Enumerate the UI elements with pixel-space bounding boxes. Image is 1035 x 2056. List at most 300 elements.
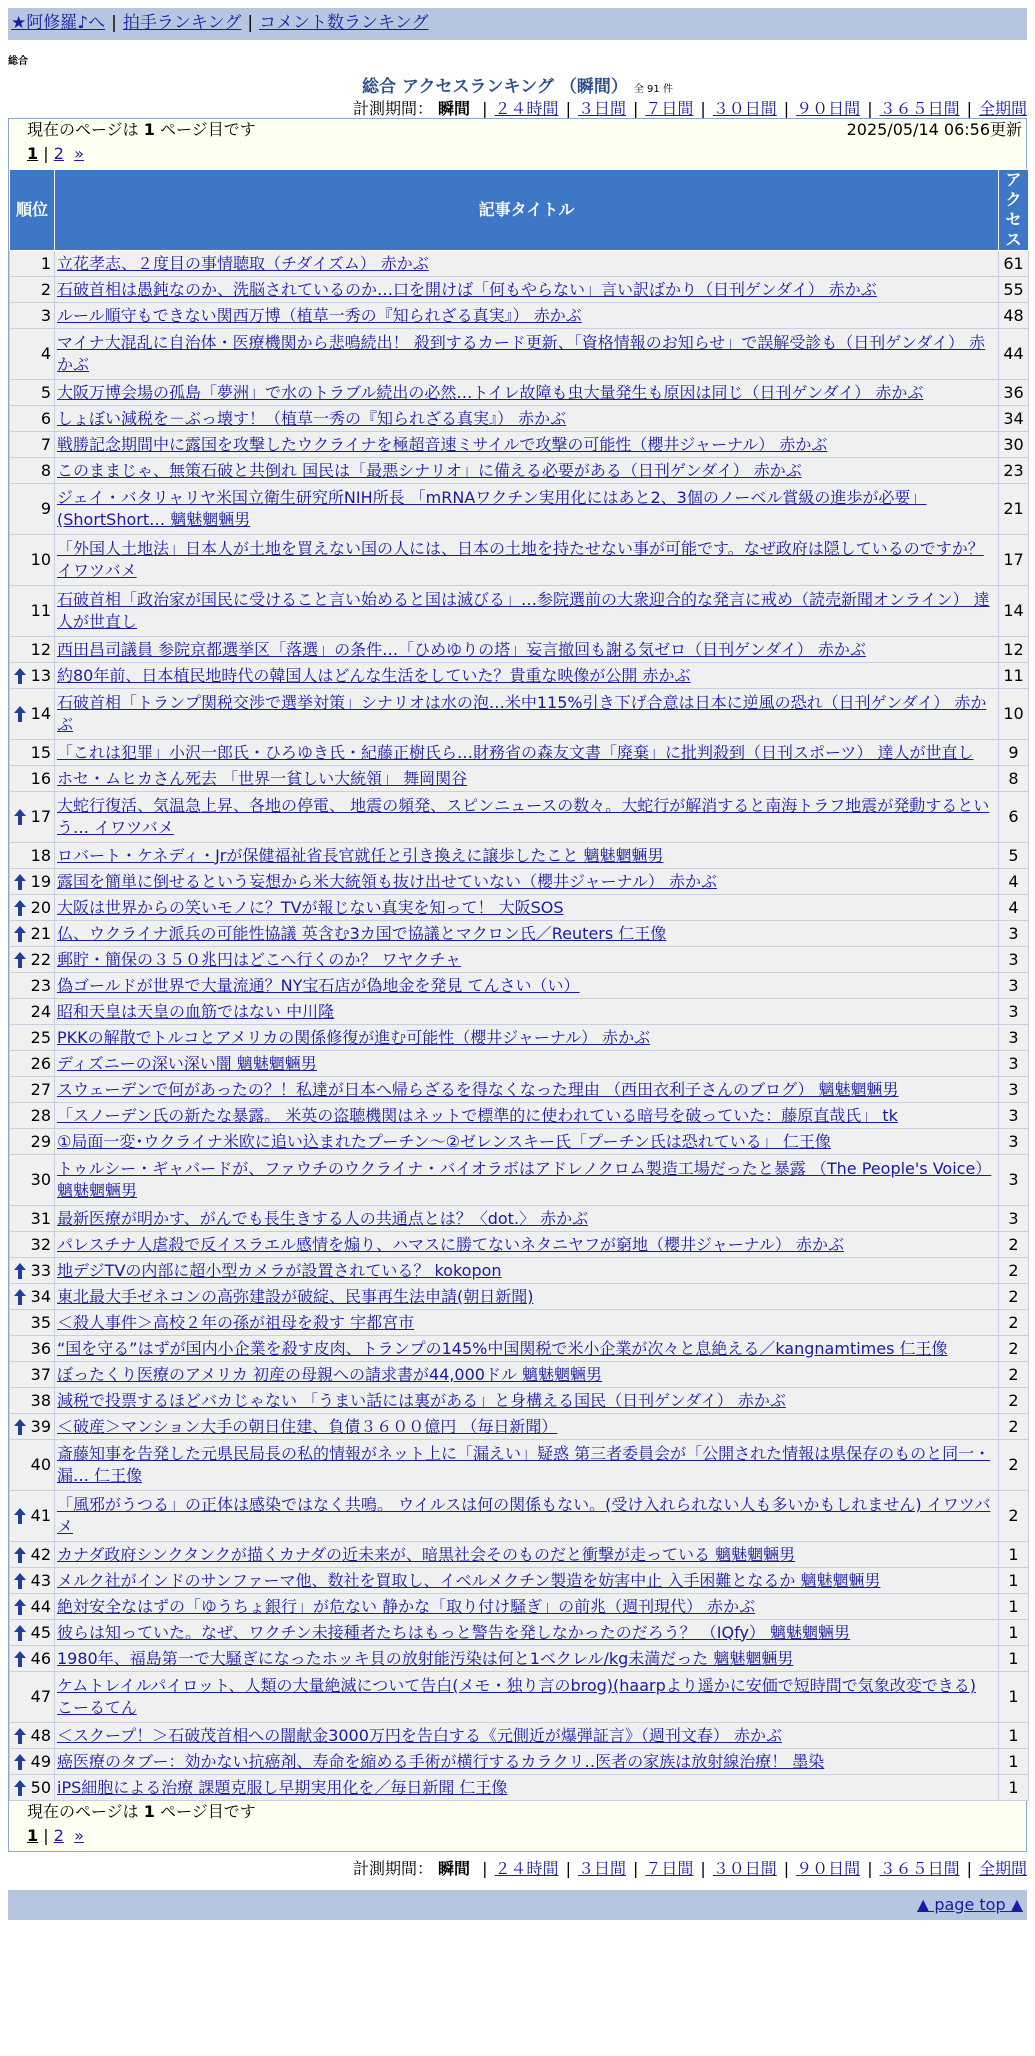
access-count: 5 [999, 843, 1029, 869]
access-count: 4 [999, 895, 1029, 921]
access-count: 21 [999, 484, 1029, 535]
rank-cell [10, 1775, 55, 1801]
rank-cell [10, 1672, 55, 1723]
article-link[interactable]: 偽ゴールドが世界で大量流通？NY宝石店が偽地金を発見 てんさい（い） [57, 975, 580, 995]
page-info-bar-bottom [9, 1801, 1026, 1823]
page-info-pre: 現在のページは [27, 120, 144, 139]
title-cell [55, 1103, 999, 1129]
period-separator: | [700, 1859, 706, 1878]
article-link[interactable]: 石破首相は愚鈍なのか、洗脳されているのか…口を開けば「何もやらない」言い訳ばかり（日刊ゲンダイ） 赤かぶ [57, 279, 877, 299]
total-count: 全 91 件 [633, 84, 673, 95]
rank-number: 28 [30, 1105, 51, 1125]
rank-cell [10, 1646, 55, 1672]
rank-cell [10, 1620, 55, 1646]
rank-cell [10, 1129, 55, 1155]
article-link[interactable]: スウェーデンで何があったの？！私達が日本へ帰らざるを得なくなった理由 （西田衣利子さんのブログ） 魑魅魍魎男 [57, 1079, 899, 1099]
article-link[interactable]: 「これは犯罪」小沢一郎氏・ひろゆき氏・紀藤正樹氏ら…財務省の森友文書「廃棄」に批判殺到（日刊スポーツ） 達人が世直し [57, 742, 974, 762]
access-count: 3 [999, 1206, 1029, 1232]
pager-page-2[interactable]: 2 [53, 1826, 64, 1845]
rank-cell [10, 1723, 55, 1749]
top-nav-bar [8, 8, 1027, 40]
title-cell [55, 1077, 999, 1103]
home-link[interactable]: ★阿修羅♪へ [11, 13, 106, 33]
table-row [10, 999, 1029, 1025]
title-cell [55, 329, 999, 380]
article-link[interactable]: メルク社がインドのサンファーマ他、数社を買取し、イベルメクチン製造を妨害中止 入手困難となるか 魑魅魍魎男 [57, 1570, 881, 1590]
period-link-0[interactable]: ２４時間 [494, 99, 559, 118]
article-link[interactable]: 減税で投票するほどバカじゃない 「うまい話には裏がある」と身構える国民（日刊ゲンダイ） 赤かぶ [57, 1390, 786, 1410]
title-cell [55, 1129, 999, 1155]
access-count: 36 [999, 380, 1029, 406]
article-link[interactable]: 立花孝志、２度目の事情聴取（チダイズム） 赤かぶ [57, 253, 429, 273]
rank-up-arrow-icon [13, 1753, 27, 1771]
title-cell [55, 1310, 999, 1336]
pager-top [9, 141, 1026, 169]
access-count: 12 [999, 637, 1029, 663]
article-link[interactable]: ディズニーの深い深い闇 魑魅魍魎男 [57, 1053, 317, 1073]
table-row [10, 1672, 1029, 1723]
rank-up-arrow-icon [13, 1262, 27, 1280]
rank-number: 43 [30, 1570, 51, 1590]
article-link[interactable]: 露国を簡単に倒せるという妄想から米大統領も抜け出せていない（櫻井ジャーナル） 赤かぶ [57, 871, 717, 891]
rank-cell [10, 1155, 55, 1206]
pager-current: 1 [27, 1826, 39, 1845]
ranking-title: 総合 アクセスランキング （瞬間） [362, 77, 628, 97]
period-separator: | [700, 99, 706, 118]
title-cell [55, 1568, 999, 1594]
clap-ranking-link[interactable]: 拍手ランキング [122, 13, 242, 33]
period-link-6[interactable]: 全期間 [978, 99, 1027, 118]
rank-number: 22 [30, 949, 51, 969]
rank-up-arrow-icon [13, 667, 27, 685]
title-cell [55, 1672, 999, 1723]
period-selector-top [8, 96, 1027, 118]
article-link[interactable]: ケムトレイルパイロット、人類の大量絶滅について告白(メモ・独り言のbrog)(haarpより遥かに安価で短時間で気象改変できる) こーるてん [57, 1676, 976, 1717]
article-link[interactable]: 石破首相「トランプ関税交渉で選挙対策」シナリオは水の泡…米中115%引き下げ合意は日本に逆風の恐れ（日刊ゲンダイ） 赤かぶ [57, 693, 987, 734]
rank-cell [10, 1749, 55, 1775]
table-row [10, 895, 1029, 921]
rank-number: 44 [30, 1596, 51, 1616]
access-count: 2 [999, 1388, 1029, 1414]
access-count: 3 [999, 973, 1029, 999]
period-link-2[interactable]: ７日間 [645, 1859, 694, 1878]
pager-bottom [9, 1823, 1026, 1851]
table-row [10, 1594, 1029, 1620]
rank-cell [10, 1206, 55, 1232]
page-info-post: ページ目です [154, 120, 256, 139]
table-row [10, 303, 1029, 329]
article-link[interactable]: ①局面一変･ウクライナ米欧に追い込まれたプーチン～②ゼレンスキー氏「プーチン氏は恐れている」 仁王像 [57, 1131, 831, 1151]
col-rank-header: 順位 [10, 170, 55, 251]
article-link[interactable]: 「風邪がうつる」の正体は感染ではなく共鳴。 ウイルスは何の関係もない。(受け入れられない人も多いかもしれません) イワツバメ [57, 1495, 991, 1536]
page-info-post: ページ目です [154, 1802, 256, 1821]
rank-number: 46 [30, 1648, 51, 1668]
article-link[interactable]: 約80年前、日本植民地時代の韓国人はどんな生活をしていた？貴重な映像が公開 赤かぶ [57, 665, 691, 685]
table-row [10, 663, 1029, 689]
table-row [10, 1491, 1029, 1542]
rank-number: 36 [30, 1338, 51, 1358]
title-cell [55, 1542, 999, 1568]
article-link[interactable]: 西田昌司議員 参院京都選挙区「落選」の条件…「ひめゆりの塔」妄言撤回も謝る気ゼロ（日刊ゲンダイ） 赤かぶ [57, 639, 866, 659]
period-separator: | [482, 99, 488, 118]
table-row [10, 1568, 1029, 1594]
rank-cell [10, 1491, 55, 1542]
access-count: 23 [999, 458, 1029, 484]
title-cell [55, 1025, 999, 1051]
col-title-header: 記事タイトル [55, 170, 999, 251]
period-link-1[interactable]: ３日間 [577, 99, 626, 118]
article-link[interactable]: 地デジTVの内部に超小型カメラが設置されている？ kokopon [57, 1260, 502, 1280]
pager-next[interactable]: » [74, 144, 84, 163]
article-link[interactable]: ルール順守もできない関西万博（植草一秀の『知られざる真実』） 赤かぶ [57, 305, 582, 325]
access-count: 30 [999, 432, 1029, 458]
rank-number: 30 [30, 1170, 51, 1189]
access-count: 17 [999, 535, 1029, 586]
page-info-num: 1 [143, 120, 155, 139]
rank-cell [10, 1388, 55, 1414]
access-count: 2 [999, 1258, 1029, 1284]
table-row [10, 1388, 1029, 1414]
rank-up-arrow-icon [13, 899, 27, 917]
article-link[interactable]: 絶対安全なはずの「ゆうちょ銀行」が危ない 静かな「取り付け騒ぎ」の前兆（週刊現代） 赤かぶ [57, 1596, 756, 1616]
title-cell [55, 586, 999, 637]
rank-number: 13 [30, 665, 51, 685]
table-row [10, 1232, 1029, 1258]
period-link-5[interactable]: ３６５日間 [879, 1859, 960, 1878]
rank-up-arrow-icon [13, 1546, 27, 1564]
article-link[interactable]: トゥルシー・ギャバードが、ファウチのウクライナ・バイオラボはアドレノクロム製造工場だったと暴露 （The People's Voice） 魑魅魍魎男 [57, 1159, 992, 1200]
period-label: 計測期間： [352, 99, 433, 118]
table-row [10, 1077, 1029, 1103]
rank-up-arrow-icon [13, 1288, 27, 1306]
rank-number: 18 [30, 845, 51, 865]
period-links [475, 99, 1027, 118]
table-row [10, 1440, 1029, 1491]
article-link[interactable]: 東北最大手ゼネコンの高弥建設が破綻、民事再生法申請(朝日新聞) [57, 1286, 534, 1306]
access-count: 1 [999, 1723, 1029, 1749]
rank-cell [10, 329, 55, 380]
access-count: 3 [999, 1155, 1029, 1206]
table-row [10, 1155, 1029, 1206]
access-count: 2 [999, 1232, 1029, 1258]
pager-page-2[interactable]: 2 [53, 144, 64, 163]
access-count: 10 [999, 689, 1029, 740]
title-cell [55, 1284, 999, 1310]
access-count: 3 [999, 999, 1029, 1025]
table-row [10, 637, 1029, 663]
table-row [10, 1051, 1029, 1077]
rank-number: 29 [30, 1131, 51, 1151]
access-count: 61 [999, 251, 1029, 277]
access-count: 1 [999, 1568, 1029, 1594]
access-count: 34 [999, 406, 1029, 432]
rank-cell [10, 663, 55, 689]
rank-number: 9 [40, 499, 51, 518]
access-count: 11 [999, 663, 1029, 689]
access-count: 1 [999, 1646, 1029, 1672]
table-row [10, 766, 1029, 792]
article-link[interactable]: 癌医療のタブー：効かない抗癌剤、寿命を縮める手術が横行するカラクリ‥医者の家族は放射線治療！ 墨染 [57, 1751, 825, 1771]
rank-number: 4 [40, 344, 51, 363]
access-count: 3 [999, 1025, 1029, 1051]
title-cell [55, 1414, 999, 1440]
title-cell [55, 766, 999, 792]
period-link-4[interactable]: ９０日間 [796, 1859, 861, 1878]
title-cell [55, 303, 999, 329]
rank-cell [10, 1568, 55, 1594]
period-selector-bottom [8, 1856, 1027, 1878]
ranking-box [8, 118, 1027, 1852]
pager-next[interactable]: » [74, 1826, 84, 1845]
rank-up-arrow-icon [13, 1572, 27, 1590]
period-separator: | [632, 1859, 639, 1878]
period-link-0[interactable]: ２４時間 [494, 1859, 559, 1878]
rank-cell [10, 1258, 55, 1284]
rank-cell [10, 792, 55, 843]
rank-cell [10, 947, 55, 973]
title-cell [55, 1388, 999, 1414]
access-count: 44 [999, 329, 1029, 380]
table-row [10, 458, 1029, 484]
article-link[interactable]: 最新医療が明かす、がんでも長生きする人の共通点とは？〈dot.〉 赤かぶ [57, 1208, 589, 1228]
rank-cell [10, 921, 55, 947]
rank-number: 21 [30, 923, 51, 943]
article-link[interactable]: 1980年、福島第一で大騒ぎになったホッキ貝の放射能汚染は何と1ベクレル/kg未満だった 魑魅魍魎男 [57, 1648, 794, 1668]
period-link-6[interactable]: 全期間 [978, 1859, 1027, 1878]
rank-up-arrow-icon [13, 808, 27, 826]
rank-number: 2 [40, 279, 51, 299]
rank-number: 42 [30, 1544, 51, 1564]
rank-number: 17 [30, 807, 51, 826]
table-row [10, 973, 1029, 999]
period-separator: | [783, 99, 790, 118]
rank-cell [10, 689, 55, 740]
rank-number: 14 [30, 704, 51, 723]
access-count: 1 [999, 1620, 1029, 1646]
rank-number: 3 [40, 305, 51, 325]
rank-cell [10, 973, 55, 999]
period-separator: | [565, 99, 571, 118]
article-link[interactable]: ぼったくり医療のアメリカ 初産の母親への請求書が44,000ドル 魑魅魍魎男 [57, 1364, 603, 1384]
access-count: 3 [999, 1077, 1029, 1103]
pager-current: 1 [27, 144, 39, 163]
title-cell [55, 1362, 999, 1388]
period-link-4[interactable]: ９０日間 [796, 99, 861, 118]
period-separator: | [783, 1859, 790, 1878]
article-link[interactable]: マイナ大混乱に自治体・医療機関から悲鳴続出！ 殺到するカード更新、「資格情報のお知らせ」で誤解受診も（日刊ゲンダイ） 赤かぶ [57, 333, 986, 374]
article-link[interactable]: PKKの解散でトルコとアメリカの関係修復が進む可能性（櫻井ジャーナル） 赤かぶ [57, 1027, 651, 1047]
period-separator: | [867, 99, 873, 118]
table-row [10, 1414, 1029, 1440]
period-current: 瞬間 [438, 1859, 471, 1878]
table-row [10, 535, 1029, 586]
rank-cell [10, 1594, 55, 1620]
rank-number: 20 [30, 897, 51, 917]
period-link-3[interactable]: ３０日間 [712, 99, 777, 118]
title-cell [55, 484, 999, 535]
title-cell [55, 1749, 999, 1775]
title-cell [55, 895, 999, 921]
title-cell [55, 1051, 999, 1077]
rank-cell [10, 251, 55, 277]
title-cell [55, 380, 999, 406]
rank-cell [10, 1440, 55, 1491]
rank-number: 47 [30, 1687, 51, 1706]
title-cell [55, 406, 999, 432]
rank-cell [10, 535, 55, 586]
rank-cell [10, 1284, 55, 1310]
title-cell [55, 251, 999, 277]
col-access-header: アクセス [999, 170, 1029, 251]
title-cell [55, 1258, 999, 1284]
article-link[interactable]: 大阪は世界からの笑いモノに？TVが報じない真実を知って！ 大阪SOS [57, 897, 564, 917]
article-link[interactable]: ジェイ・バタリャリヤ米国立衛生研究所NIH所長 「mRNAワクチン実用化にはあと2、3個のノーベル賞級の進歩が必要」(ShortShort… 魑魅魍魎男 [57, 488, 927, 529]
rank-cell [10, 1310, 55, 1336]
rank-up-arrow-icon [13, 873, 27, 891]
article-link[interactable]: ロバート・ケネディ・Jrが保健福祉省長官就任と引き換えに譲歩したこと 魑魅魍魎男 [57, 845, 664, 865]
article-link[interactable]: 大蛇行復活、気温急上昇、各地の停電、 地震の頻発、スピンニュースの数々。大蛇行が解消すると南海トラフ地震が発動するという… イワツバメ [57, 796, 990, 837]
title-cell [55, 973, 999, 999]
title-cell [55, 637, 999, 663]
period-link-5[interactable]: ３６５日間 [879, 99, 960, 118]
title-cell [55, 1440, 999, 1491]
table-row [10, 1284, 1029, 1310]
article-link[interactable]: “国を守る”はずが国内小企業を殺す皮肉、トランプの145%中国関税で米小企業が次々と息絶える／kangnamtimes 仁王像 [57, 1338, 948, 1358]
rank-number: 33 [30, 1260, 51, 1280]
article-link[interactable]: このままじゃ、無策石破と共倒れ 国民は「最悪シナリオ」に備える必要がある（日刊ゲンダイ） 赤かぶ [57, 460, 802, 480]
access-count: 1 [999, 1775, 1029, 1801]
article-link[interactable]: 昭和天皇は天皇の血筋ではない 中川隆 [57, 1001, 335, 1021]
article-link[interactable]: ホセ・ムヒカさん死去 「世界一貧しい大統領」 舞岡関谷 [57, 768, 468, 788]
rank-number: 25 [30, 1027, 51, 1047]
article-link[interactable]: 「スノーデン氏の新たな暴露。 米英の盗聴機関はネットで標準的に使われている暗号を破っていた：藤原直哉氏」 tk [57, 1105, 898, 1125]
rank-up-arrow-icon [13, 1418, 27, 1436]
article-link[interactable]: iPS細胞による治療 課題克服し早期実用化を／毎日新聞 仁王像 [57, 1777, 508, 1797]
rank-cell [10, 432, 55, 458]
table-row [10, 586, 1029, 637]
rank-number: 7 [40, 434, 51, 454]
title-cell [55, 921, 999, 947]
access-count: 1 [999, 1672, 1029, 1723]
rank-number: 5 [40, 382, 51, 402]
table-row [10, 1362, 1029, 1388]
rank-number: 32 [30, 1234, 51, 1254]
period-label: 計測期間： [352, 1859, 433, 1878]
rank-cell [10, 1414, 55, 1440]
rank-number: 24 [30, 1001, 51, 1021]
rank-cell [10, 869, 55, 895]
title-cell [55, 999, 999, 1025]
article-link[interactable]: ＜スクープ！＞石破茂首相への闇献金3000万円を告白する《元側近が爆弾証言》（週刊文春） 赤かぶ [57, 1725, 783, 1745]
rank-number: 12 [30, 639, 51, 659]
page-top-link[interactable]: ▲ page top ▲ [916, 1895, 1023, 1914]
rank-cell [10, 277, 55, 303]
access-count: 4 [999, 869, 1029, 895]
table-row [10, 406, 1029, 432]
rank-cell [10, 1051, 55, 1077]
page-info-num: 1 [143, 1802, 155, 1821]
title-cell [55, 1594, 999, 1620]
article-link[interactable]: パレスチナ人虐殺で反イスラエル感情を煽り、ハマスに勝てないネタニヤフが窮地（櫻井ジャーナル） 赤かぶ [57, 1234, 845, 1254]
rank-cell [10, 458, 55, 484]
rank-number: 31 [30, 1208, 51, 1228]
article-link[interactable]: 石破首相「政治家が国民に受けること言い始めると国は滅びる」…参院選前の大衆迎合的な発言に戒め（読売新聞オンライン） 達人が世直し [57, 590, 990, 631]
rank-number: 39 [30, 1416, 51, 1436]
table-row [10, 869, 1029, 895]
access-count: 1 [999, 1749, 1029, 1775]
period-link-1[interactable]: ３日間 [577, 1859, 626, 1878]
article-link[interactable]: 仏、ウクライナ派兵の可能性協議 英含む3カ国で協議とマクロン氏／Reuters 仁王像 [57, 923, 667, 943]
rank-cell [10, 1232, 55, 1258]
updated-timestamp: 2025/05/14 06:56更新 [846, 120, 1022, 139]
rank-number: 49 [30, 1751, 51, 1771]
article-link[interactable]: 彼らは知っていた。なぜ、ワクチン未接種者たちはもっと警告を発しなかったのだろう？ （IQfy） 魑魅魍魎男 [57, 1622, 851, 1642]
rank-number: 37 [30, 1364, 51, 1384]
article-link[interactable]: 郵貯・簡保の３５０兆円はどこへ行くのか？ ワヤクチャ [57, 949, 461, 969]
title-cell [55, 843, 999, 869]
period-link-3[interactable]: ３０日間 [712, 1859, 777, 1878]
access-count: 1 [999, 1594, 1029, 1620]
article-link[interactable]: ＜殺人事件＞高校２年の孫が祖母を殺す 宇都宮市 [57, 1312, 415, 1332]
period-separator: | [966, 99, 972, 118]
rank-up-arrow-icon [13, 1650, 27, 1668]
rank-cell [10, 766, 55, 792]
rank-number: 45 [30, 1622, 51, 1642]
table-row [10, 251, 1029, 277]
title-cell [55, 1206, 999, 1232]
article-link[interactable]: ＜破産＞マンション大手の朝日住建、負債３６００億円 （毎日新聞） [57, 1416, 558, 1436]
rank-up-arrow-icon [13, 1727, 27, 1745]
table-row [10, 1310, 1029, 1336]
rank-cell [10, 484, 55, 535]
rank-number: 40 [30, 1455, 51, 1474]
rank-cell [10, 1336, 55, 1362]
rank-up-arrow-icon [13, 951, 27, 969]
access-count: 3 [999, 1103, 1029, 1129]
table-row [10, 1542, 1029, 1568]
period-link-2[interactable]: ７日間 [645, 99, 694, 118]
table-row [10, 329, 1029, 380]
title-cell [55, 663, 999, 689]
article-link[interactable]: カナダ政府シンクタンクが描くカナダの近未来が、暗黒社会そのものだと衝撃が走っている 魑魅魍魎男 [57, 1544, 796, 1564]
rank-number: 35 [30, 1312, 51, 1332]
article-link[interactable]: 大阪万博会場の孤島「夢洲」で水のトラブル続出の必然…トイレ故障も虫大量発生も原因は同じ（日刊ゲンダイ） 赤かぶ [57, 382, 924, 402]
table-header-row [10, 170, 1029, 251]
title-cell [55, 458, 999, 484]
title-cell [55, 1646, 999, 1672]
table-row [10, 843, 1029, 869]
title-cell [55, 1723, 999, 1749]
access-count: 6 [999, 792, 1029, 843]
article-link[interactable]: 「外国人土地法」日本人が土地を買えない国の人には、日本の土地を持たせない事が可能です。なぜ政府は隠しているのですか？ イワツバメ [57, 539, 984, 580]
rank-number: 8 [40, 460, 51, 480]
rank-number: 41 [30, 1506, 51, 1525]
table-row [10, 432, 1029, 458]
title-cell [55, 947, 999, 973]
category-label: 総合 [8, 56, 28, 67]
comment-ranking-link[interactable]: コメント数ランキング [259, 13, 429, 33]
article-link[interactable]: しょぼい減税を－ぶっ壊す！（植草一秀の『知られざる真実』） 赤かぶ [57, 408, 567, 428]
title-cell [55, 740, 999, 766]
article-link[interactable]: 戦勝記念期間中に露国を攻撃したウクライナを極超音速ミサイルで攻撃の可能性（櫻井ジャーナル） 赤かぶ [57, 434, 828, 454]
rank-cell [10, 1103, 55, 1129]
rank-number: 26 [30, 1053, 51, 1073]
title-cell [55, 432, 999, 458]
access-count: 3 [999, 947, 1029, 973]
article-link[interactable]: 斎藤知事を告発した元県民局長の私的情報がネット上に「漏えい」疑惑 第三者委員会が「公開された情報は県保存のものと同一・漏… 仁王像 [57, 1444, 991, 1485]
rank-number: 11 [30, 601, 51, 620]
access-count: 2 [999, 1414, 1029, 1440]
